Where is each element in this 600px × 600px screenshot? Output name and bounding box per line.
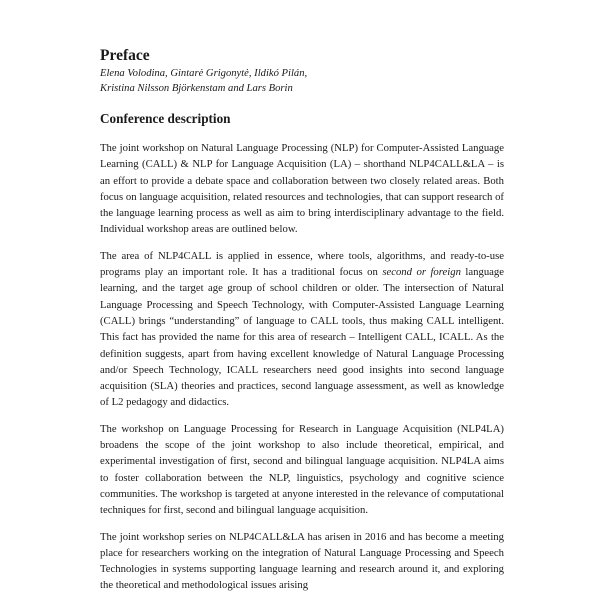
authors-line-2: Kristina Nilsson Björkenstam and Lars Borin — [100, 83, 293, 94]
authors — [100, 66, 504, 96]
authors-line-1: Elena Volodina, Gintarė Grigonytė, Ildikó Pilán, — [100, 68, 308, 79]
section-heading: Conference description — [100, 111, 231, 126]
paragraph-1: The joint workshop on Natural Language Processing (NLP) for Computer-Assisted Language Learning (CALL) & NLP for Language Acquisition (LA) – shorthand NLP4CALL&LA – is an effort to provide a debate space and collaboration between two closely related areas. Both focus on language acquisition, related resources and technologies, that can support research of the language learning process as well as aim to bring interdisciplinary advantage to the field. Individual workshop areas are outlined below. — [100, 142, 504, 236]
page-content — [100, 46, 504, 600]
page-title: Preface — [100, 47, 150, 64]
paragraph-3: The workshop on Language Processing for Research in Language Acquisition (NLP4LA) broadens the scope of the joint workshop to also include theoretical, empirical, and experimental investigation of first, second and bilingual language acquisition. NLP4LA aims to foster collaboration between the NLP, linguistics, psychology and cognitive science communities. The workshop is targeted at anyone interested in the relevance of computational techniques for first, second and bilingual language acquisition. — [100, 422, 504, 517]
paragraph-2 — [100, 248, 504, 411]
paragraph-2-part-2: language learning, and the target age group of school children or older. The intersection of Natural Language Processing and Speech Technology, with Computer-Assisted Language Learning (CALL) brings “understanding” of language to CALL tools, thus making CALL intelligent. This fact has provided the name for this area of research – Intelligent CALL, ICALL. As the definition suggests, apart from having excellent knowledge of Natural Language Processing and/or Speech Technology, ICALL researchers need good insights into second language acquisition (SLA) theories and practices, second language assessment, as well as knowledge of L2 pedagogy and didactics. — [100, 266, 504, 409]
paragraph-4: The joint workshop series on NLP4CALL&LA has arisen in 2016 and has become a meeting place for researchers working on the integration of Natural Language Processing and Speech Technologies in systems supporting language learning and research around it, and exploring the theoretical and methodological issues arising — [100, 530, 504, 592]
paragraph-2-emphasis: second or foreign — [382, 266, 461, 279]
paragraph-2-part-1: The area of NLP4CALL is applied in essence, where tools, algorithms, and ready-to-use programs play an important role. It has a traditional focus on — [100, 249, 504, 279]
